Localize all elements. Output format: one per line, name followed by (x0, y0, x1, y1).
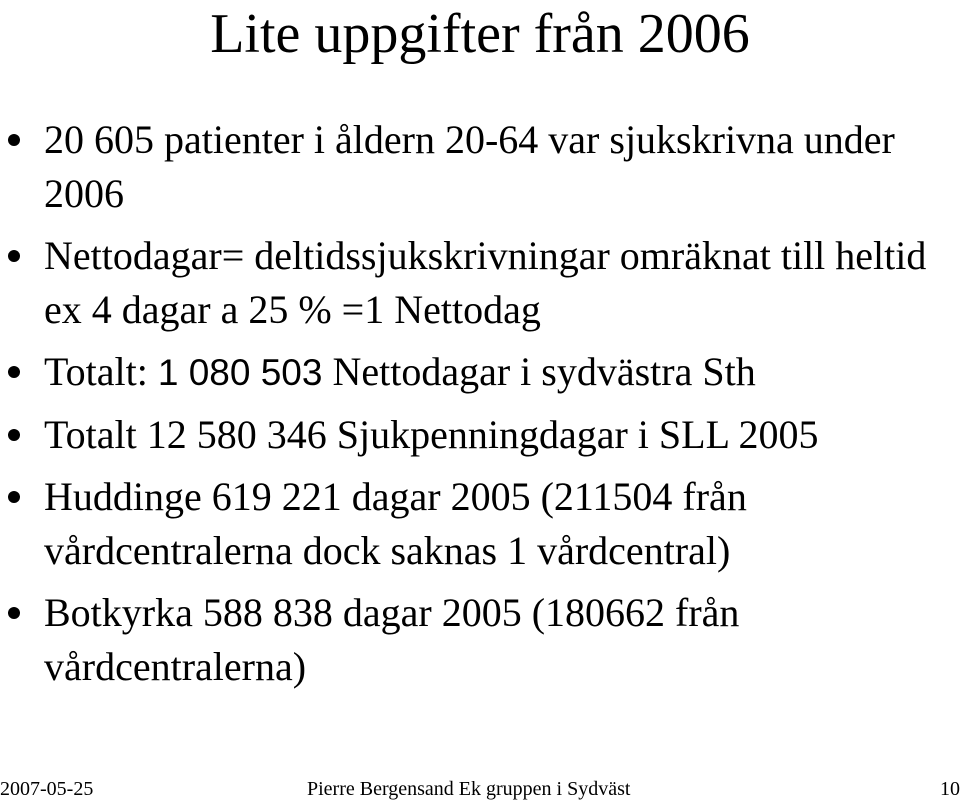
bullet-item (0, 586, 960, 694)
bullet-dot-icon (8, 607, 20, 619)
bullet-text-prefix: Totalt: (44, 349, 158, 394)
footer-date: 2007-05-25 (0, 778, 94, 800)
bullet-item (0, 470, 960, 578)
footer-title: Pierre Bergensand Ek gruppen i Sydväst (307, 778, 631, 800)
bullet-text-suffix: Nettodagar i sydvästra Sth (322, 349, 756, 394)
bullet-item (0, 229, 960, 337)
bullet-text: Botkyrka 588 838 dagar 2005 (180662 från vårdcentralerna) (44, 590, 740, 689)
bullet-item (0, 408, 960, 462)
bullet-list (0, 113, 960, 702)
bullet-dot-icon (8, 429, 20, 441)
footer-page-number: 10 (940, 778, 960, 800)
bullet-item (0, 345, 960, 400)
bullet-dot-icon (8, 134, 20, 146)
slide-title: Lite uppgifter från 2006 (210, 3, 750, 65)
bullet-text: Nettodagar= deltidssjukskrivningar omräknat till heltid ex 4 dagar a 25 % =1 Nettodag (44, 233, 927, 332)
bullet-text: Huddinge 619 221 dagar 2005 (211504 från vårdcentralerna dock saknas 1 vårdcentral) (44, 474, 747, 573)
bullet-dot-icon (8, 366, 20, 378)
slide-footer (0, 775, 960, 803)
bullet-text: 20 605 patienter i åldern 20-64 var sjukskrivna under 2006 (44, 117, 895, 216)
bullet-number: 1 080 503 (157, 352, 323, 393)
bullet-text: Totalt 12 580 346 Sjukpenningdagar i SLL 2005 (44, 412, 819, 457)
bullet-dot-icon (8, 491, 20, 503)
bullet-item (0, 113, 960, 221)
bullet-dot-icon (8, 250, 20, 262)
